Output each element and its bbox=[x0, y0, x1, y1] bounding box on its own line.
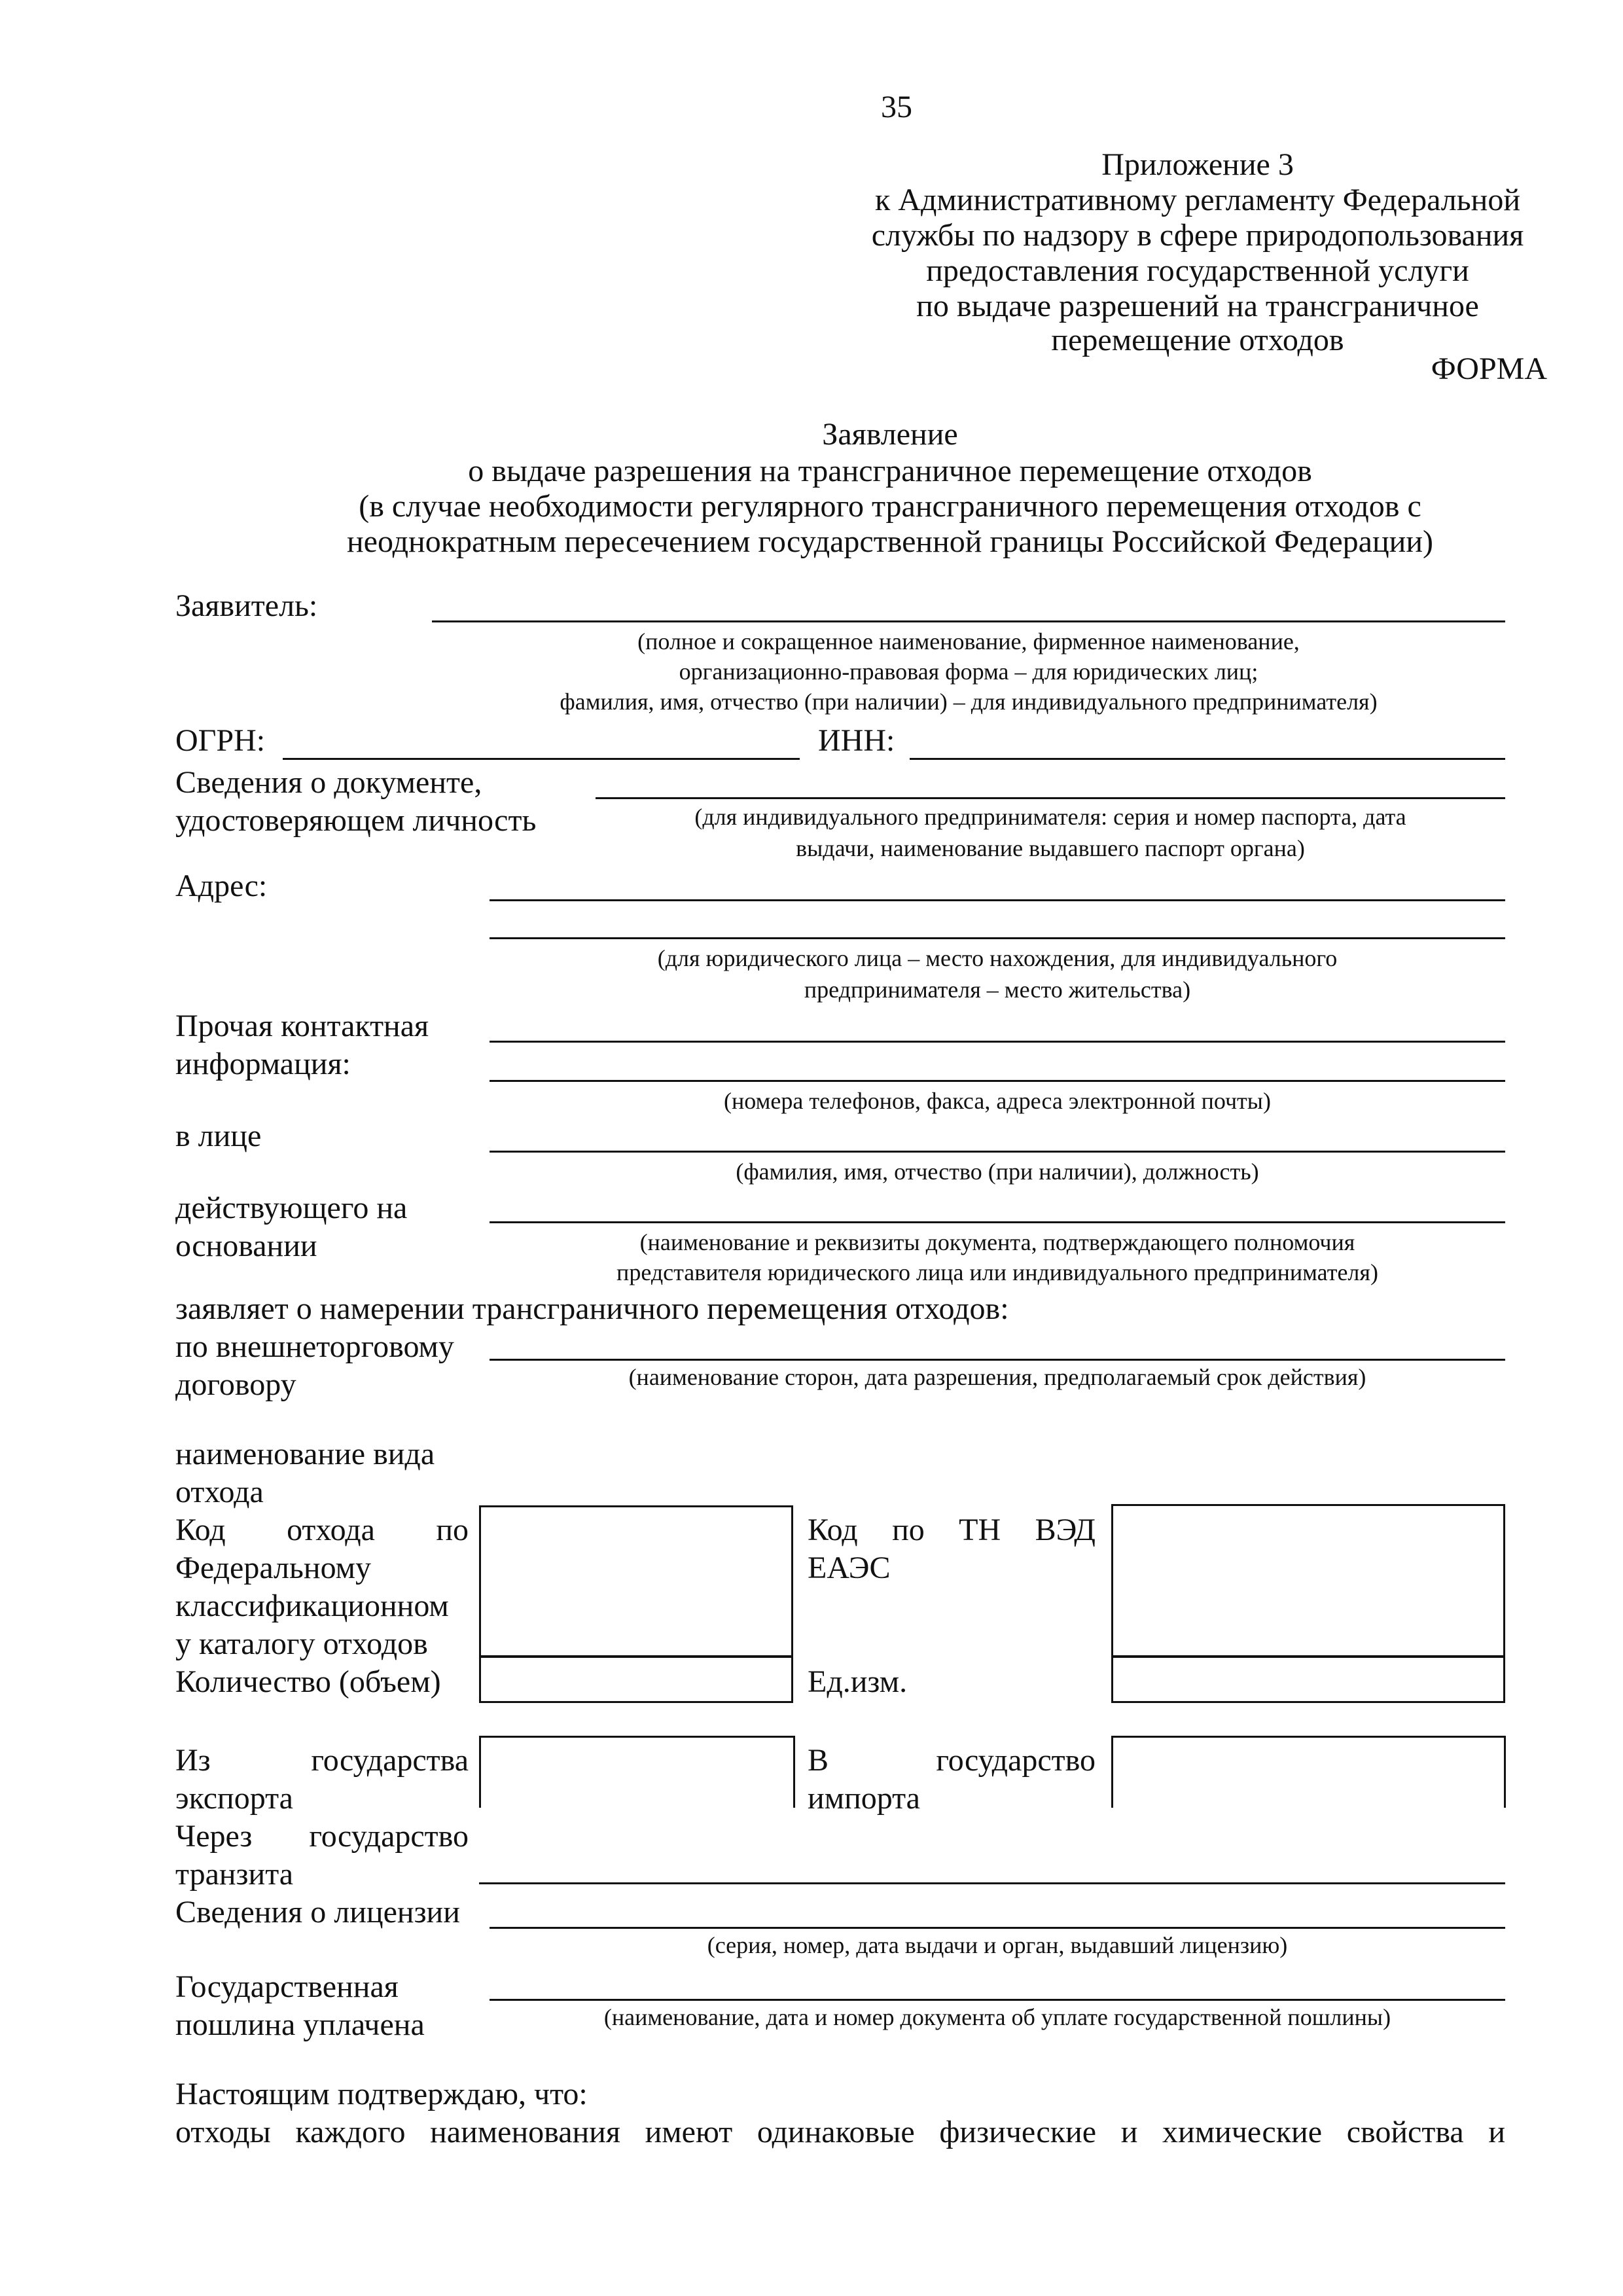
waste-code-box[interactable] bbox=[479, 1505, 793, 1657]
form-label: ФОРМА bbox=[1431, 351, 1547, 386]
basis-hint: (наименование и реквизиты документа, подтверждающего полномочия bbox=[639, 1229, 1355, 1255]
address-hint-2: предпринимателя – место жительства) bbox=[804, 977, 1191, 1003]
export-label-2: экспорта bbox=[175, 1781, 293, 1816]
waste-code-word-3: по bbox=[436, 1513, 469, 1547]
waste-name-label-2: отхода bbox=[175, 1475, 264, 1509]
appendix-line-6: перемещение отходов bbox=[1051, 323, 1344, 357]
transit-field[interactable] bbox=[479, 1882, 1505, 1884]
export-box-top bbox=[479, 1736, 793, 1738]
unit-label: Ед.изм. bbox=[808, 1664, 908, 1699]
confirm-word-10: и bbox=[1488, 2115, 1505, 2149]
applicant-field[interactable] bbox=[432, 620, 1505, 622]
page-number: 35 bbox=[881, 90, 912, 124]
applicant-hint-3: фамилия, имя, отчество (при наличии) – для индивидуального предпринимателя) bbox=[560, 689, 1378, 715]
unit-box[interactable] bbox=[1111, 1656, 1505, 1703]
export-word-2: государства bbox=[311, 1743, 469, 1778]
waste-code-label-3: классификационном bbox=[175, 1588, 449, 1623]
fee-field[interactable] bbox=[490, 1999, 1505, 2001]
applicant-label: Заявитель: bbox=[175, 588, 318, 623]
confirm-word-1: отходы bbox=[175, 2115, 271, 2149]
inn-field[interactable] bbox=[910, 758, 1505, 760]
ogrn-field[interactable] bbox=[283, 758, 800, 760]
waste-code-label-4: у каталогу отходов bbox=[175, 1626, 428, 1661]
confirm-word-3: наименования bbox=[430, 2115, 620, 2149]
confirm-word-6: физические bbox=[939, 2115, 1097, 2149]
tn-ved-label bbox=[808, 1515, 1096, 1546]
id-doc-label: Сведения о документе, bbox=[175, 765, 482, 800]
import-box-right bbox=[1504, 1736, 1506, 1808]
tn-ved-label-2: ЕАЭС bbox=[808, 1551, 891, 1585]
contract-label-2: договору bbox=[175, 1367, 296, 1402]
confirm-word-4: имеют bbox=[645, 2115, 733, 2149]
appendix-line-4: предоставления государственной услуги bbox=[926, 253, 1469, 288]
fee-label-2: пошлина уплачена bbox=[175, 2007, 425, 2042]
applicant-hint-2: организационно-правовая форма – для юридических лиц; bbox=[679, 658, 1258, 685]
import-box-left bbox=[1111, 1736, 1113, 1808]
confirm-word-7: и bbox=[1120, 2115, 1138, 2149]
basis-label-2: основании bbox=[175, 1229, 317, 1263]
export-label bbox=[175, 1745, 469, 1776]
confirm-word-9: свойства bbox=[1346, 2115, 1464, 2149]
basis-label: действующего на bbox=[175, 1191, 408, 1225]
tn-ved-word-2: по bbox=[892, 1513, 925, 1547]
license-hint: (серия, номер, дата выдачи и орган, выдавший лицензию) bbox=[707, 1932, 1288, 1958]
ogrn-label: ОГРН: bbox=[175, 723, 266, 758]
transit-word-1: Через bbox=[175, 1819, 253, 1854]
person-hint: (фамилия, имя, отчество (при наличии), должность) bbox=[736, 1158, 1259, 1185]
inn-label: ИНН: bbox=[818, 723, 895, 758]
fee-label: Государственная bbox=[175, 1969, 399, 2004]
export-box-left bbox=[479, 1736, 481, 1808]
appendix-title: Приложение 3 bbox=[1101, 147, 1294, 182]
confirm-word-5: одинаковые bbox=[757, 2115, 915, 2149]
address-hint: (для юридического лица – место нахождения, для индивидуального bbox=[657, 945, 1338, 971]
confirm-word-2: каждого bbox=[295, 2115, 406, 2149]
person-label: в лице bbox=[175, 1119, 262, 1153]
waste-code-word-2: отхода bbox=[287, 1513, 375, 1547]
contact-field-1[interactable] bbox=[490, 1041, 1505, 1043]
contract-field[interactable] bbox=[490, 1359, 1505, 1361]
fee-hint: (наименование, дата и номер документа об уплате государственной пошлины) bbox=[603, 2004, 1391, 2030]
applicant-hint: (полное и сокращенное наименование, фирменное наименование, bbox=[637, 628, 1300, 655]
confirm-word-8: химические bbox=[1162, 2115, 1323, 2149]
tn-ved-word-3: ТН bbox=[959, 1513, 1001, 1547]
contact-field-2[interactable] bbox=[490, 1080, 1505, 1082]
basis-hint-2: представителя юридического лица или индивидуального предпринимателя) bbox=[616, 1259, 1378, 1285]
license-field[interactable] bbox=[490, 1927, 1505, 1929]
contract-label: по внешнеторговому bbox=[175, 1329, 454, 1364]
export-word-1: Из bbox=[175, 1743, 211, 1778]
appendix-line-2: к Административному регламенту Федеральной bbox=[874, 183, 1521, 217]
id-doc-label-2: удостоверяющем личность bbox=[175, 803, 537, 838]
contact-label-2: информация: bbox=[175, 1047, 351, 1081]
transit-label bbox=[175, 1821, 469, 1852]
tn-ved-word-4: ВЭД bbox=[1035, 1513, 1096, 1547]
doc-subtitle-3: неоднократным пересечением государственной границы Российской Федерации) bbox=[346, 524, 1433, 559]
doc-subtitle: о выдаче разрешения на трансграничное перемещение отходов bbox=[468, 454, 1312, 488]
address-label: Адрес: bbox=[175, 869, 268, 903]
doc-subtitle-2: (в случае необходимости регулярного трансграничного перемещения отходов с bbox=[359, 489, 1421, 524]
confirm-text bbox=[175, 2117, 1505, 2148]
quantity-box[interactable] bbox=[479, 1656, 793, 1703]
import-word-1: В bbox=[808, 1743, 829, 1778]
transit-word-2: государство bbox=[309, 1819, 469, 1854]
contact-hint: (номера телефонов, факса, адреса электронной почты) bbox=[724, 1088, 1271, 1114]
export-box-right bbox=[793, 1736, 795, 1808]
import-box-top bbox=[1111, 1736, 1505, 1738]
doc-title: Заявление bbox=[822, 417, 958, 452]
person-field[interactable] bbox=[490, 1151, 1505, 1153]
tn-ved-box[interactable] bbox=[1111, 1504, 1505, 1657]
declares-text: заявляет о намерении трансграничного перемещения отходов: bbox=[175, 1291, 1009, 1326]
id-doc-hint: (для индивидуального предпринимателя: серия и номер паспорта, дата bbox=[694, 804, 1406, 830]
waste-code-label-2: Федеральному bbox=[175, 1551, 372, 1585]
import-label bbox=[808, 1745, 1096, 1776]
address-field-2[interactable] bbox=[490, 937, 1505, 939]
address-field-1[interactable] bbox=[490, 899, 1505, 901]
waste-code-word-1: Код bbox=[175, 1513, 226, 1547]
waste-name-label: наименование вида bbox=[175, 1437, 435, 1471]
id-doc-field[interactable] bbox=[596, 797, 1505, 799]
tn-ved-word-1: Код bbox=[808, 1513, 858, 1547]
contract-hint: (наименование сторон, дата разрешения, предполагаемый срок действия) bbox=[628, 1364, 1366, 1390]
contact-label: Прочая контактная bbox=[175, 1009, 429, 1043]
license-label: Сведения о лицензии bbox=[175, 1895, 460, 1929]
appendix-line-5: по выдаче разрешений на трансграничное bbox=[916, 289, 1479, 323]
id-doc-hint-2: выдачи, наименование выдавшего паспорт органа) bbox=[796, 835, 1305, 861]
waste-code-label bbox=[175, 1515, 469, 1546]
appendix-line-3: службы по надзору в сфере природопользования bbox=[871, 218, 1524, 253]
basis-field[interactable] bbox=[490, 1221, 1505, 1223]
import-word-2: государство bbox=[936, 1743, 1096, 1778]
confirm-heading: Настоящим подтверждаю, что: bbox=[175, 2077, 588, 2111]
quantity-label: Количество (объем) bbox=[175, 1664, 441, 1699]
import-label-2: импорта bbox=[808, 1781, 920, 1816]
transit-label-2: транзита bbox=[175, 1857, 294, 1892]
